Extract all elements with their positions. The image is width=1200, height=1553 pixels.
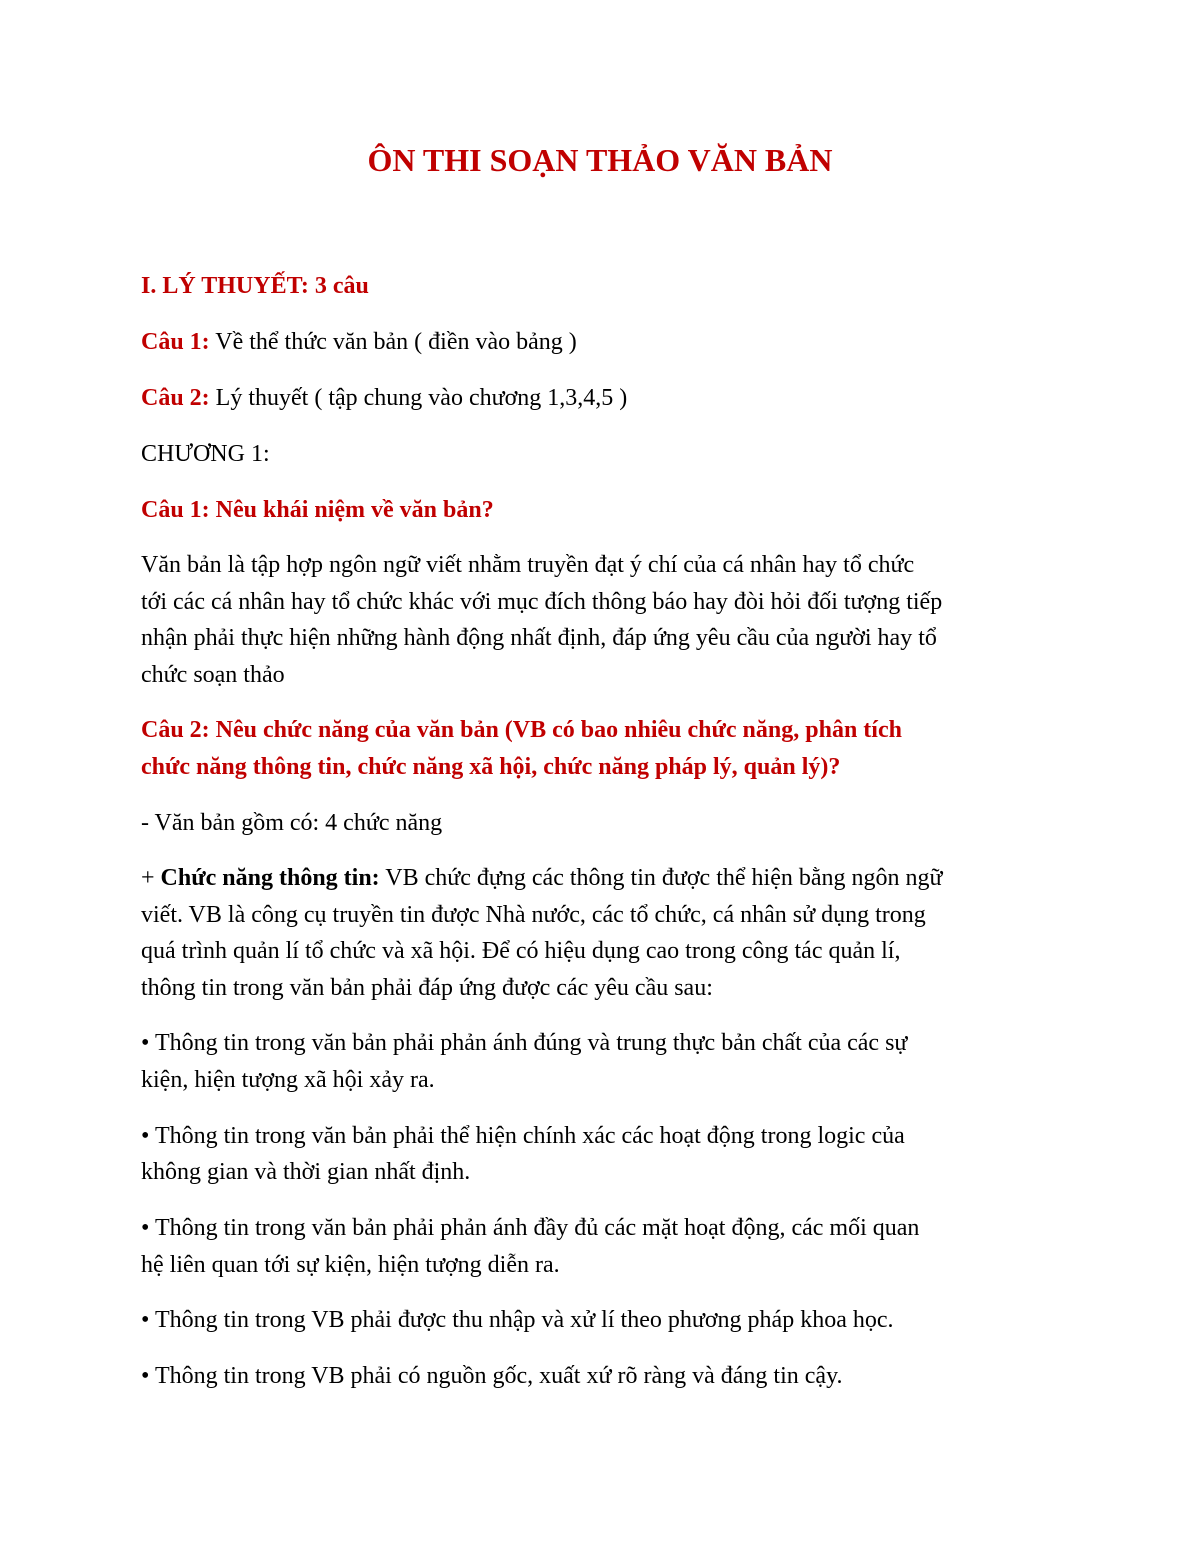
question-2-text: Lý thuyết ( tập chung vào chương 1,3,4,5 ) — [209, 385, 628, 411]
question-1 — [141, 324, 1071, 361]
bullet-3-line-1: • Thông tin trong văn bản phải phản ánh đầy đủ các mặt hoạt động, các mối quan — [141, 1215, 920, 1241]
info-function-label: Chức năng thông tin: — [160, 865, 380, 891]
answer-1-line-2: tới các cá nhân hay tổ chức khác với mục đích thông báo hay đòi hỏi đối tượng tiếp — [141, 589, 943, 615]
answer-1-line-1: Văn bản là tập hợp ngôn ngữ viết nhằm truyền đạt ý chí của cá nhân hay tổ chức — [141, 552, 915, 578]
question-2 — [141, 380, 1071, 417]
question-1-label: Câu 1: — [141, 329, 210, 355]
info-function-line-2: viết. VB là công cụ truyền tin được Nhà nước, các tổ chức, cá nhân sử dụng trong — [141, 902, 926, 928]
chapter-question-1: Câu 1: Nêu khái niệm về văn bản? — [141, 497, 494, 523]
bullet-5: • Thông tin trong VB phải có nguồn gốc, xuất xứ rõ ràng và đáng tin cậy. — [141, 1363, 843, 1389]
chapter-question-2-line-1: Câu 2: Nêu chức năng của văn bản (VB có bao nhiêu chức năng, phân tích — [141, 717, 902, 743]
chapter-question-2-line-2: chức năng thông tin, chức năng xã hội, chức năng pháp lý, quản lý)? — [141, 754, 841, 780]
bullet-2-line-1: • Thông tin trong văn bản phải thể hiện chính xác các hoạt động trong logic của — [141, 1123, 905, 1149]
info-function-text: VB chức đựng các thông tin được thể hiện bằng ngôn ngữ — [379, 865, 943, 891]
answer-1-line-3: nhận phải thực hiện những hành động nhất định, đáp ứng yêu cầu của người hay tổ — [141, 625, 937, 651]
bullet-4: • Thông tin trong VB phải được thu nhập và xử lí theo phương pháp khoa học. — [141, 1307, 894, 1333]
document-title: ÔN THI SOẠN THẢO VĂN BẢN — [367, 142, 833, 178]
bullet-1-line-2: kiện, hiện tượng xã hội xảy ra. — [141, 1067, 435, 1093]
answer-1-line-4: chức soạn thảo — [141, 662, 285, 688]
info-function-line-3: quá trình quản lí tổ chức và xã hội. Để có hiệu dụng cao trong công tác quản lí, — [141, 938, 901, 964]
info-function-line-4: thông tin trong văn bản phải đáp ứng được các yêu cầu sau: — [141, 975, 713, 1001]
question-1-text: Về thể thức văn bản ( điền vào bảng ) — [209, 329, 577, 355]
functions-count: - Văn bản gồm có: 4 chức năng — [141, 810, 443, 836]
section-heading: I. LÝ THUYẾT: 3 câu — [141, 273, 369, 299]
bullet-3-line-2: hệ liên quan tới sự kiện, hiện tượng diễn ra. — [141, 1252, 560, 1278]
info-function-prefix: + — [141, 865, 161, 891]
bullet-2-line-2: không gian và thời gian nhất định. — [141, 1159, 471, 1185]
question-2-label: Câu 2: — [141, 385, 210, 411]
bullet-1-line-1: • Thông tin trong văn bản phải phản ánh đúng và trung thực bản chất của các sự — [141, 1030, 908, 1056]
chapter-heading: CHƯƠNG 1: — [141, 441, 270, 467]
info-function-line-1 — [141, 860, 1071, 897]
